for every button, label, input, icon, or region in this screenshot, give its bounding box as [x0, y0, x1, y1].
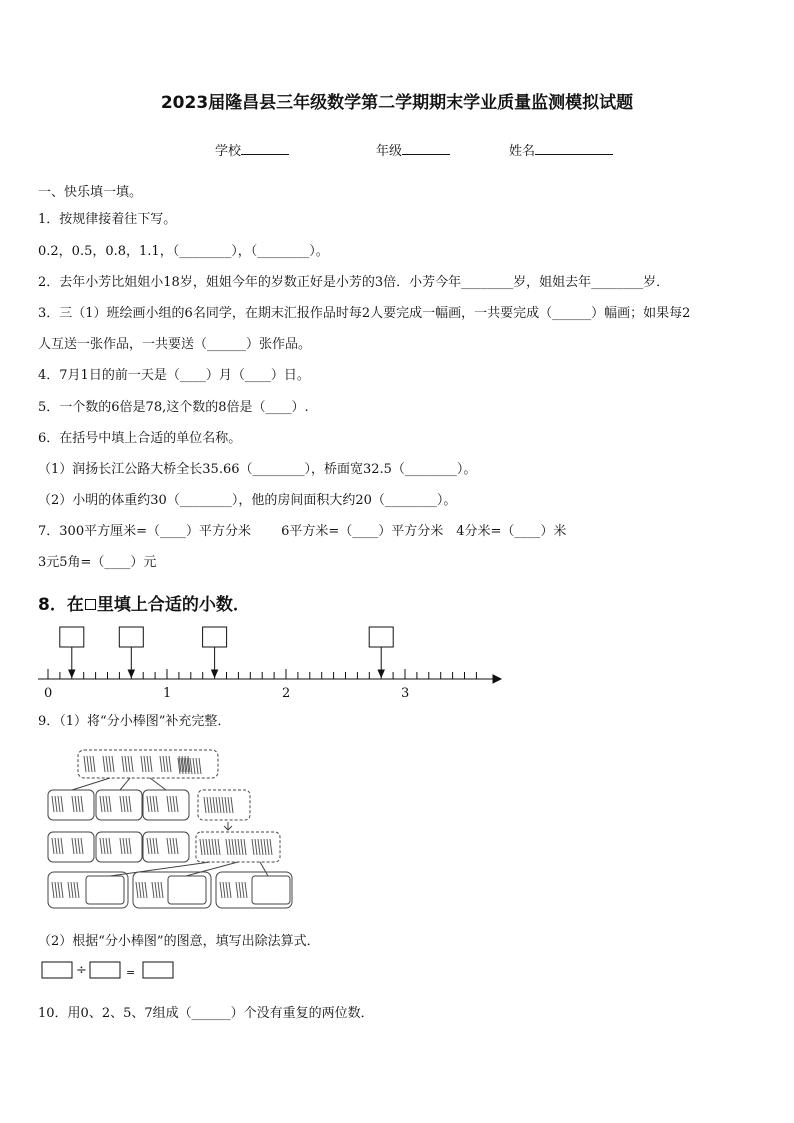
pointer-arrow-icon [69, 670, 75, 677]
question-3-line1: 3．三（1）班绘画小组的6名同学，在期末汇报作品时每2人要完成一幅画，一共要完成（______）幅画；如果每2 [38, 306, 691, 321]
stick-icon [153, 838, 155, 854]
stick-icon [106, 838, 108, 854]
stick-icon [244, 839, 246, 855]
page-title: 2023届隆昌县三年级数学第二学期期末学业质量监测模拟试题 [160, 93, 634, 113]
stick-icon [264, 839, 266, 855]
stick-icon [58, 838, 60, 854]
stick-icon [245, 882, 247, 898]
result-box [133, 872, 211, 908]
equals-sign: = [126, 966, 136, 979]
stick-icon [109, 838, 111, 854]
stick-icon [170, 838, 172, 854]
stick-icon [193, 758, 195, 774]
stick-icon [212, 839, 214, 855]
stick-icon [216, 797, 218, 813]
stick-icon [145, 882, 147, 898]
stick-icon [156, 796, 158, 812]
stick-icon [71, 882, 73, 898]
stick-icon [58, 796, 60, 812]
stick-icon [136, 882, 138, 898]
stick-icon [155, 882, 157, 898]
pointer-arrow-icon [378, 670, 384, 677]
stick-icon [207, 797, 209, 813]
stick-icon [218, 839, 220, 855]
stick-icon [241, 839, 243, 855]
stick-icon [75, 796, 77, 812]
stick-icon [122, 756, 124, 772]
stick-icon [144, 756, 146, 772]
answer-box[interactable] [369, 627, 393, 647]
question-7-line2: 3元5角=（____）元 [38, 555, 157, 570]
stick-icon [176, 796, 178, 812]
stick-icon [252, 839, 254, 855]
question-5: 5．一个数的6倍是78,这个数的8倍是（____）. [38, 400, 309, 415]
stick-icon [147, 796, 149, 812]
answer-box[interactable] [60, 627, 84, 647]
tick-label: 3 [401, 686, 410, 701]
stick-icon [126, 796, 128, 812]
stick-icon [150, 838, 152, 854]
stick-icon [242, 882, 244, 898]
stick-icon [226, 839, 228, 855]
stick-division-diagram [48, 750, 292, 908]
stick-icon [120, 838, 122, 854]
stick-icon [199, 758, 201, 774]
stick-icon [152, 882, 154, 898]
group-box [96, 790, 142, 820]
stick-icon [61, 838, 63, 854]
split-box [196, 832, 280, 862]
stick-icon [255, 839, 257, 855]
stick-icon [229, 839, 231, 855]
stick-icon [150, 796, 152, 812]
stick-icon [90, 756, 92, 772]
question-9-part1: 9．（1）将“分小棒图”补充完整． [38, 714, 231, 729]
stick-icon [270, 839, 272, 855]
group-box [143, 790, 189, 820]
division-sign: ÷ [76, 963, 87, 978]
stick-icon [235, 839, 237, 855]
stick-icon [142, 882, 144, 898]
stick-icon [81, 838, 83, 854]
stick-icon [103, 796, 105, 812]
stick-icon [231, 797, 233, 813]
stick-icon [258, 839, 260, 855]
result-box [48, 872, 128, 908]
question-8-prefix: 8．在 [38, 595, 84, 615]
stick-icon [161, 882, 163, 898]
stick-icon [153, 796, 155, 812]
stick-icon [109, 796, 111, 812]
stick-icon [170, 796, 172, 812]
stick-icon [220, 882, 222, 898]
tick-label: 0 [44, 686, 53, 701]
stick-icon [163, 756, 165, 772]
question-2: 2．去年小芳比姐姐小18岁，姐姐今年的岁数正好是小芳的3倍．小芳今年________岁，姐姐去年________岁． [38, 275, 670, 290]
quotient-box[interactable] [143, 962, 173, 978]
stick-icon [176, 838, 178, 854]
tick-label: 2 [282, 686, 291, 701]
stick-icon [261, 839, 263, 855]
stick-icon [103, 838, 105, 854]
stick-icon [236, 882, 238, 898]
stick-icon [100, 838, 102, 854]
stick-icon [106, 796, 108, 812]
section-heading: 一、快乐填一填。 [38, 185, 143, 200]
divisor-box[interactable] [90, 962, 120, 978]
answer-box[interactable] [168, 876, 206, 904]
question-6-line1: （1）润扬长江公路大桥全长35.66（________），桥面宽32.5（________）。 [38, 462, 477, 477]
stick-icon [55, 796, 57, 812]
stick-icon [147, 756, 149, 772]
group-box [143, 832, 189, 862]
pointer-arrow-icon [212, 670, 218, 677]
stick-icon [160, 756, 162, 772]
stick-icon [129, 838, 131, 854]
stick-icon [87, 756, 89, 772]
stick-icon [77, 882, 79, 898]
stick-icon [123, 838, 125, 854]
stick-icon [209, 839, 211, 855]
stick-icon [206, 839, 208, 855]
group-box [48, 832, 94, 862]
stick-icon [167, 838, 169, 854]
question-10: 10．用0、2、5、7组成（______）个没有重复的两位数． [38, 1006, 374, 1021]
stick-icon [112, 756, 114, 772]
answer-box[interactable] [203, 627, 227, 647]
stick-icon [226, 882, 228, 898]
stick-icon [239, 882, 241, 898]
stick-icon [125, 756, 127, 772]
stick-icon [84, 756, 86, 772]
stick-icon [55, 838, 57, 854]
axis-arrow-icon [493, 675, 501, 683]
group-box [48, 790, 94, 820]
stick-icon [81, 796, 83, 812]
stick-icon [129, 796, 131, 812]
stick-icon [52, 838, 54, 854]
stick-icon [229, 882, 231, 898]
question-4: 4．7月1日的前一天是（____）月（____）日。 [38, 368, 310, 383]
stick-icon [173, 838, 175, 854]
stick-icon [126, 838, 128, 854]
question-6-line2: （2）小明的体重约30（________），他的房间面积大约20（________）。 [38, 493, 457, 508]
stick-icon [120, 796, 122, 812]
stick-icon [72, 838, 74, 854]
stick-icon [228, 797, 230, 813]
stick-icon [100, 796, 102, 812]
question-1-sequence: 0.2，0.5，0.8，1.1，（________），（________）。 [38, 244, 329, 259]
stick-icon [68, 882, 70, 898]
school-label: 学校 [215, 144, 242, 159]
stick-icon [52, 882, 54, 898]
stick-icon [215, 839, 217, 855]
stick-icon [139, 882, 141, 898]
stick-icon [123, 796, 125, 812]
stick-icon [196, 758, 198, 774]
stick-icon [147, 838, 149, 854]
stick-icon [150, 756, 152, 772]
stick-icon [75, 838, 77, 854]
name-label: 姓名 [509, 144, 536, 159]
question-8-suffix: 里填上合适的小数． [96, 595, 250, 615]
stick-icon [78, 796, 80, 812]
question-1-stem: 1．按规律接着往下写。 [38, 212, 177, 227]
grade-label: 年级 [376, 144, 403, 159]
group-box [96, 832, 142, 862]
stick-icon [223, 882, 225, 898]
remainder-box [198, 790, 250, 820]
stick-icon [167, 796, 169, 812]
answer-box[interactable] [252, 876, 290, 904]
stick-icon [72, 796, 74, 812]
stick-icon [219, 797, 221, 813]
question-7-line1: 7．300平方厘米=（____）平方分米 6平方米=（____）平方分米 4分米=（____）米 [38, 524, 567, 539]
stick-icon [61, 882, 63, 898]
stick-icon [169, 756, 171, 772]
stick-icon [222, 797, 224, 813]
stick-icon [203, 839, 205, 855]
stick-icon [204, 797, 206, 813]
question-9-part2: （2）根据“分小棒图”的图意，填写出除法算式． [38, 934, 320, 949]
dividend-box[interactable] [42, 962, 72, 978]
stick-icon [156, 838, 158, 854]
stick-icon [55, 882, 57, 898]
stick-icon [141, 756, 143, 772]
stick-icon [200, 839, 202, 855]
stick-icon [238, 839, 240, 855]
stick-icon [173, 796, 175, 812]
stick-icon [213, 797, 215, 813]
stick-icon [131, 756, 133, 772]
stick-icon [232, 839, 234, 855]
answer-box[interactable] [119, 627, 143, 647]
pointer-arrow-icon [128, 670, 134, 677]
stick-icon [103, 756, 105, 772]
stick-icon [128, 756, 130, 772]
stick-icon [52, 796, 54, 812]
stick-icon [166, 756, 168, 772]
question-3-line2: 人互送一张作品，一共要送（______）张作品。 [38, 337, 312, 352]
stick-icon [61, 796, 63, 812]
question-6-stem: 6．在括号中填上合适的单位名称。 [38, 431, 242, 446]
stick-icon [210, 797, 212, 813]
stick-icon [158, 882, 160, 898]
stick-icon [267, 839, 269, 855]
stick-icon [58, 882, 60, 898]
tick-label: 1 [163, 686, 172, 701]
stick-icon [78, 838, 80, 854]
stick-icon [225, 797, 227, 813]
answer-box[interactable] [86, 876, 124, 904]
stick-icon [109, 756, 111, 772]
stick-icon [106, 756, 108, 772]
stick-icon [74, 882, 76, 898]
stick-icon [93, 756, 95, 772]
